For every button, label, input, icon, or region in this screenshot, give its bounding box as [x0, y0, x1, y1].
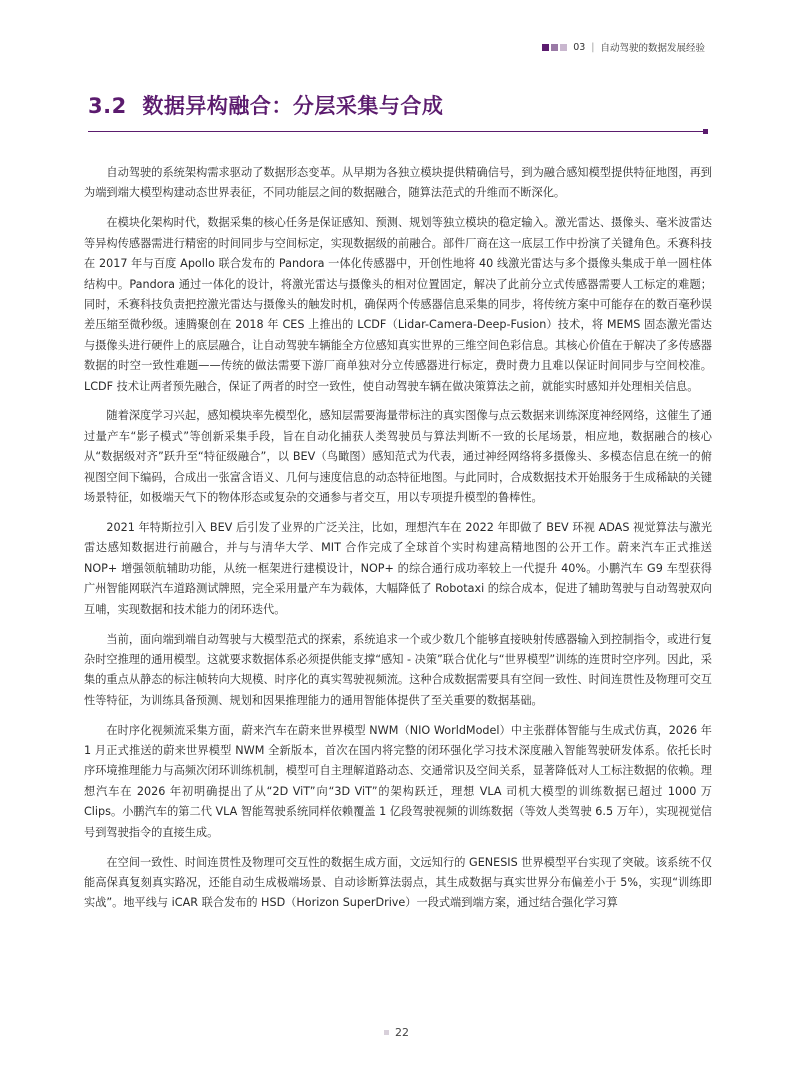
- paragraph: 2021 年特斯拉引入 BEV 后引发了业界的广泛关注，比如，理想汽车在 2022 年即做了 BEV 环视 ADAS 视觉算法与激光雷达感知数据进行前融合，并与与清华大学、MIT 合作完成了全球首个实时构建高精地图的公开工作。蔚来汽车正式推送 NOP+ 增强领航辅助功能，从统一框架进行建模设计，NOP+ 的综合通行成功率较上一代提升 40%。小鹏汽车 G9 车型获得广州智能网联汽车道路测试牌照，完全采用量产车为载体，大幅降低了 Robotaxi 的综合成本，促进了辅助驾驶与自动驾驶双向互哺，实现数据和技术能力的闭环迭代。: [84, 521, 712, 616]
- page-number: 22: [395, 1026, 409, 1039]
- page-marker-icon: [384, 1030, 389, 1035]
- header-separator: |: [591, 41, 595, 53]
- page-footer: [0, 1026, 793, 1039]
- paragraph: 在空间一致性、时间连贯性及物理可交互性的数据生成方面，文远知行的 GENESIS 世界模型平台实现了突破。该系统不仅能高保真复刻真实路况，还能自动生成极端场景、自动诊断算法弱点，其生成数据与真实世界分布偏差小于 5%，实现“训练即实战”。地平线与 iCAR 联合发布的 HSD（Horizon SuperDrive）一段式端到端方案，通过结合强化学习算: [84, 855, 712, 910]
- paragraph: 在时序化视频流采集方面，蔚来汽车在蔚来世界模型 NWM（NIO WorldModel）中主张群体智能与生成式仿真，2026 年 1 月正式推送的蔚来世界模型 NWM 全新版本，首次在国内将完整的闭环强化学习技术深度融入智能驾驶研发体系。依托长时序环境推理能力与高频次闭环训练机制，模型可自主理解道路动态、交通常识及空间关系，显著降低对人工标注数据的依赖。理想汽车在 2026 年初明确提出了从“2D ViT”向“3D ViT”的架构跃迁，理想 VLA 司机大模型的训练数据已超过 1000 万 Clips。小鹏汽车的第二代 VLA 智能驾驶系统同样依赖覆盖 1 亿段驾驶视频的训练数据（等效人类驾驶 6.5 万年），实现视觉信号到驾驶指令的直接生成。: [84, 723, 712, 839]
- header-square-icon: [551, 44, 558, 51]
- title-divider-end-marker: [703, 129, 708, 134]
- header-decoration: [542, 44, 567, 51]
- section-number: 3.2: [88, 94, 127, 118]
- paragraph: 当前，面向端到端自动驾驶与大模型范式的探索，系统追求一个或少数几个能够直接映射传感器输入到控制指令，或进行复杂时空推理的通用模型。这就要求数据体系必须提供能支撑“感知 - 决策”联合优化与“世界模型”训练的连贯时空序列。因此，采集的重点从静态的标注帧转向大规模、时序化的真实驾驶视频流。这种合成数据需要具有空间一致性、时间连贯性及物理可交互性等特征，为训练具备预测、规划和因果推理能力的通用智能体提供了至关重要的数据基础。: [84, 632, 712, 707]
- chapter-number: 03: [573, 41, 586, 53]
- header-square-icon: [560, 44, 567, 51]
- body-text: [84, 163, 712, 923]
- header-square-icon: [542, 44, 549, 51]
- paragraph: 随着深度学习兴起，感知模块率先模型化，感知层需要海量带标注的真实图像与点云数据来训练深度神经网络，这催生了通过量产车“影子模式”等创新采集手段，旨在自动化捕获人类驾驶员与算法判断不一致的长尾场景，相应地，数据融合的核心从“数据级对齐”跃升至“特征级融合”，以 BEV（鸟瞰图）感知范式为代表，通过神经网络将多摄像头、多模态信息在统一的俯视图空间下编码，合成出一张富含语义、几何与速度信息的动态特征地图。与此同时，合成数据技术开始服务于生成稀缺的关键场景特征，如极端天气下的物体形态或复杂的交通参与者交互，用以专项提升模型的鲁棒性。: [84, 409, 712, 505]
- section-heading: [88, 90, 443, 120]
- title-divider: [88, 131, 705, 132]
- paragraph: 自动驾驶的系统架构需求驱动了数据形态变革。从早期为各独立模块提供精确信号，到为融合感知模型提供特征地图，再到为端到端大模型构建动态世界表征，不同功能层之间的数据融合，随算法范式的升维而不断深化。: [84, 166, 712, 200]
- section-title: 数据异构融合：分层采集与合成: [142, 94, 444, 118]
- paragraph: 在模块化架构时代，数据采集的核心任务是保证感知、预测、规划等独立模块的稳定输入。激光雷达、摄像头、毫米波雷达等异构传感器需进行精密的时间同步与空间标定，实现数据级的前融合。部件厂商在这一底层工作中扮演了关键角色。禾赛科技在 2017 年与百度 Apollo 联合发布的 Pandora 一体化传感器中，开创性地将 40 线激光雷达与多个摄像头集成于单一圆柱体结构中。Pandora 通过一体化的设计，将激光雷达与摄像头的相对位置固定，解决了此前分立式传感器需要人工标定的难题；同时，禾赛科技负责把控激光雷达与摄像头的触发时机，确保两个传感器信息采集的同步，将传统方案中可能存在的数百毫秒误差压缩至微秒级。速腾聚创在 2018 年 CES 上推出的 LCDF（Lidar-Camera-Deep-Fusion）技术，将 MEMS 固态激光雷达与摄像头进行硬件上的底层融合，让自动驾驶车辆能全方位感知真实世界的三维空间色彩信息。其核心价值在于解决了多传感器数据的时空一致性难题——传统的做法需要下游厂商单独对分立传感器进行标定，费时费力且难以保证时间同步与空间校准。LCDF 技术让两者预先融合，保证了两者的时空一致性，使自动驾驶车辆在做决策算法之前，就能实时感知并处理相关信息。: [84, 216, 712, 393]
- chapter-title: 自动驾驶的数据发展经验: [600, 43, 705, 54]
- running-header: [542, 40, 705, 54]
